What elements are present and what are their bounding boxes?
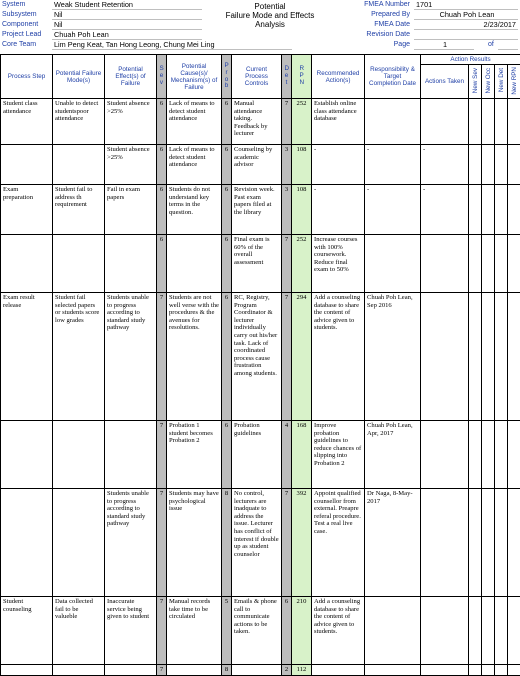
cell-failure-mode: Data collected fail to be valueble [53, 597, 105, 665]
cell-sev: 6 [157, 185, 167, 235]
cell-failure-mode [53, 421, 105, 489]
page-label: Page [340, 41, 410, 48]
cell-responsibility [365, 597, 421, 665]
cell-prob: 6 [222, 99, 232, 145]
cell-new-det [495, 421, 508, 489]
cell-new-occ [482, 185, 495, 235]
cell-effect [105, 421, 157, 489]
cell-recommended: Improve probation guidelines to reduce chances of slipping into Probation 2 [312, 421, 365, 489]
cell-sev: 7 [157, 597, 167, 665]
cell-new-occ [482, 293, 495, 421]
table-row [1, 235, 520, 293]
cell-recommended: Establish online class attendance database [312, 99, 365, 145]
cell-new-sev [469, 99, 482, 145]
cell-new-rpn [508, 145, 520, 185]
cell-new-rpn [508, 489, 520, 597]
component-label: Component [2, 21, 38, 28]
cell-sev: 6 [157, 99, 167, 145]
page-total-value [498, 40, 518, 50]
cell-sev: 7 [157, 489, 167, 597]
cell-det: 3 [282, 145, 292, 185]
cell-process-step: Student class attendance [1, 99, 53, 145]
cell-control: Final exam is 60% of the overall assessment [232, 235, 282, 293]
cell-rpn: 168 [292, 421, 312, 489]
cell-prob: 5 [222, 597, 232, 665]
col-controls: Current Process Controls [232, 55, 282, 99]
cell-sev: 6 [157, 145, 167, 185]
table-row [1, 185, 520, 235]
cell-rpn: 112 [292, 665, 312, 676]
project-lead-value: Chuah Poh Lean [52, 30, 202, 40]
cell-new-occ [482, 421, 495, 489]
cell-rpn: 108 [292, 185, 312, 235]
table-row [1, 293, 520, 421]
cell-new-occ [482, 597, 495, 665]
cell-recommended: - [312, 145, 365, 185]
cell-recommended: Add a counseling database to share the content of advice given to students. [312, 293, 365, 421]
fmea-header [0, 0, 520, 52]
revision-date-label: Revision Date [340, 31, 410, 38]
cell-new-occ [482, 145, 495, 185]
cell-new-det [495, 185, 508, 235]
cell-cause: Manual records take time to be circulated [167, 597, 222, 665]
fmea-date-value: 2/23/2017 [414, 20, 518, 30]
cell-effect: Student absence >25% [105, 145, 157, 185]
cell-new-occ [482, 99, 495, 145]
cell-prob: 6 [222, 185, 232, 235]
cell-control: Counseling by academic advisor [232, 145, 282, 185]
cell-responsibility: Chuah Poh Lean, Apr, 2017 [365, 421, 421, 489]
cell-prob: 8 [222, 665, 232, 676]
cell-recommended: Add a counseling database to share the content of advice given to students. [312, 597, 365, 665]
cell-failure-mode [53, 489, 105, 597]
table-row [1, 489, 520, 597]
col-new-sev: New Sev [469, 65, 482, 99]
cell-det: 2 [282, 665, 292, 676]
cell-actions-taken [421, 597, 469, 665]
cell-process-step [1, 421, 53, 489]
cell-actions-taken [421, 489, 469, 597]
col-responsibility: Responsibility & Target Completion Date [365, 55, 421, 99]
cell-process-step [1, 489, 53, 597]
component-value: Nil [52, 20, 202, 30]
cell-new-det [495, 235, 508, 293]
cell-control: Emails & phone call to communicate actions to be taken. [232, 597, 282, 665]
cell-effect: Students unable to progress according to standard study pathway [105, 293, 157, 421]
cell-cause: Students do not understand key terms in the question. [167, 185, 222, 235]
cell-recommended: Appoint qualified counsellor from external. Preapre referal procedure. Test a real live case. [312, 489, 365, 597]
table-row [1, 421, 520, 489]
cell-actions-taken [421, 235, 469, 293]
cell-det: 6 [282, 597, 292, 665]
cell-prob: 6 [222, 421, 232, 489]
cell-sev: 7 [157, 421, 167, 489]
cell-recommended: Increase courses with 100% coursework. Reduce final exam to 50% [312, 235, 365, 293]
col-new-rpn: New RPN [508, 65, 520, 99]
cell-failure-mode: Student fail selected papers or students score low grades [53, 293, 105, 421]
cell-new-sev [469, 489, 482, 597]
col-det: D e t [282, 55, 292, 99]
cell-cause: Students are not well verse with the procedures & the avenues for resolutions. [167, 293, 222, 421]
subsystem-value: Nil [52, 10, 202, 20]
cell-new-sev [469, 293, 482, 421]
cell-det: 4 [282, 421, 292, 489]
cell-prob: 6 [222, 235, 232, 293]
cell-control: Revision week. Past exam papers filed at the library [232, 185, 282, 235]
system-value: Weak Student Retention [52, 0, 202, 10]
cell-sev: 7 [157, 665, 167, 676]
fmea-number-label: FMEA Number [340, 1, 410, 8]
cell-cause: Students may have psychological issue [167, 489, 222, 597]
col-new-occ: New Occ [482, 65, 495, 99]
fmea-table [0, 54, 520, 676]
document-title: Potential Failure Mode and Effects Analysis [210, 2, 330, 29]
cell-responsibility: Chuah Poh Lean, Sep 2016 [365, 293, 421, 421]
cell-effect: Inaccurate service being given to student [105, 597, 157, 665]
cell-rpn: 252 [292, 99, 312, 145]
fmea-number-value: 1701 [414, 0, 518, 10]
col-sev: S e v [157, 55, 167, 99]
col-recommended: Recommended Action(s) [312, 55, 365, 99]
cell-responsibility: - [365, 145, 421, 185]
cell-sev: 7 [157, 293, 167, 421]
table-row [1, 597, 520, 665]
cell-control: Manual attendance taking. Feedback by lecturer [232, 99, 282, 145]
cell-det: 7 [282, 293, 292, 421]
cell-det: 7 [282, 99, 292, 145]
cell-new-det [495, 489, 508, 597]
cell-effect: Student absence >25% [105, 99, 157, 145]
page-of-label: of [488, 41, 494, 48]
col-rpn: R P N [292, 55, 312, 99]
cell-effect [105, 235, 157, 293]
cell-new-occ [482, 235, 495, 293]
cell-process-step: Student counseling [1, 597, 53, 665]
cell-new-det [495, 145, 508, 185]
table-row [1, 145, 520, 185]
revision-date-value [414, 30, 518, 40]
col-causes: Potential Cause(s)/ Mechanism(s) of Failure [167, 55, 222, 99]
cell-new-rpn [508, 597, 520, 665]
cell-process-step: Exam preparation [1, 185, 53, 235]
cell-new-rpn [508, 421, 520, 489]
cell-responsibility [365, 235, 421, 293]
cell-new-rpn [508, 293, 520, 421]
cell-process-step [1, 235, 53, 293]
col-process-step: Process Step [1, 55, 53, 99]
cell-new-sev [469, 145, 482, 185]
cell-new-det [495, 99, 508, 145]
cell-prob: 6 [222, 293, 232, 421]
cell-new-sev [469, 235, 482, 293]
col-action-results: Action Results [421, 55, 520, 65]
cell-det: 7 [282, 235, 292, 293]
cell-failure-mode: Unable to detect studentspoor attendance [53, 99, 105, 145]
project-lead-label: Project Lead [2, 31, 41, 38]
col-prob: P r o b [222, 55, 232, 99]
cell-process-step [1, 145, 53, 185]
core-team-label: Core Team [2, 41, 36, 48]
cell-process-step: Exam result release [1, 293, 53, 421]
cell-det: 7 [282, 489, 292, 597]
table-row [1, 99, 520, 145]
cell-actions-taken [421, 99, 469, 145]
cell-new-rpn [508, 185, 520, 235]
cell-failure-mode: Student fail to address th requirement [53, 185, 105, 235]
cell-failure-mode [53, 145, 105, 185]
cell-actions-taken: - [421, 145, 469, 185]
cell-new-rpn [508, 235, 520, 293]
cell-rpn: 392 [292, 489, 312, 597]
cell-prob: 8 [222, 489, 232, 597]
cell-failure-mode [53, 235, 105, 293]
cell-recommended: - [312, 185, 365, 235]
cell-new-sev [469, 597, 482, 665]
col-new-det: New Det [495, 65, 508, 99]
cell-rpn: 210 [292, 597, 312, 665]
cell-rpn: 294 [292, 293, 312, 421]
cell-new-occ [482, 489, 495, 597]
core-team-value: Lim Peng Keat, Tan Hong Leong, Chung Mei Ling [52, 40, 292, 50]
col-actions-taken: Actions Taken [421, 65, 469, 99]
subsystem-label: Subsystem [2, 11, 37, 18]
cell-control: Probation guidelines [232, 421, 282, 489]
cell-new-det [495, 597, 508, 665]
cell-cause: Lack of means to detect student attendance [167, 99, 222, 145]
cell-new-rpn [508, 99, 520, 145]
prepared-by-value: Chuah Poh Lean [414, 10, 518, 20]
cell-rpn: 252 [292, 235, 312, 293]
cell-effect: Fail in exam papers [105, 185, 157, 235]
cell-control: No control, lecturers are inadquate to address the issue. Lecturer has conflict of interest if double up as student counselor [232, 489, 282, 597]
cell-new-sev [469, 185, 482, 235]
prepared-by-label: Prepared By [340, 11, 410, 18]
cell-effect: Students unable to progress according to standard study pathway [105, 489, 157, 597]
col-failure-mode: Potential Failure Mode(s) [53, 55, 105, 99]
fmea-date-label: FMEA Date [340, 21, 410, 28]
cell-responsibility: Dr Naga, 8-May-2017 [365, 489, 421, 597]
cell-actions-taken [421, 293, 469, 421]
cell-sev: 6 [157, 235, 167, 293]
cell-prob: 6 [222, 145, 232, 185]
cell-responsibility [365, 99, 421, 145]
system-label: System [2, 1, 25, 8]
cell-det: 3 [282, 185, 292, 235]
cell-new-sev [469, 421, 482, 489]
cell-cause: Probation 1 student becomes Probation 2 [167, 421, 222, 489]
col-effects: Potential Effect(s) of Failure [105, 55, 157, 99]
cell-control: RC, Registry, Program Coordinator & lecturer individually carry out his/her task. Lack of coordinated process cause frustration among students. [232, 293, 282, 421]
cell-cause: Lack of means to detect student attendance [167, 145, 222, 185]
cell-rpn: 108 [292, 145, 312, 185]
cell-actions-taken: - [421, 185, 469, 235]
cell-new-det [495, 293, 508, 421]
cell-responsibility: - [365, 185, 421, 235]
cell-cause [167, 235, 222, 293]
page-number-value: 1 [414, 40, 474, 50]
cell-actions-taken [421, 421, 469, 489]
